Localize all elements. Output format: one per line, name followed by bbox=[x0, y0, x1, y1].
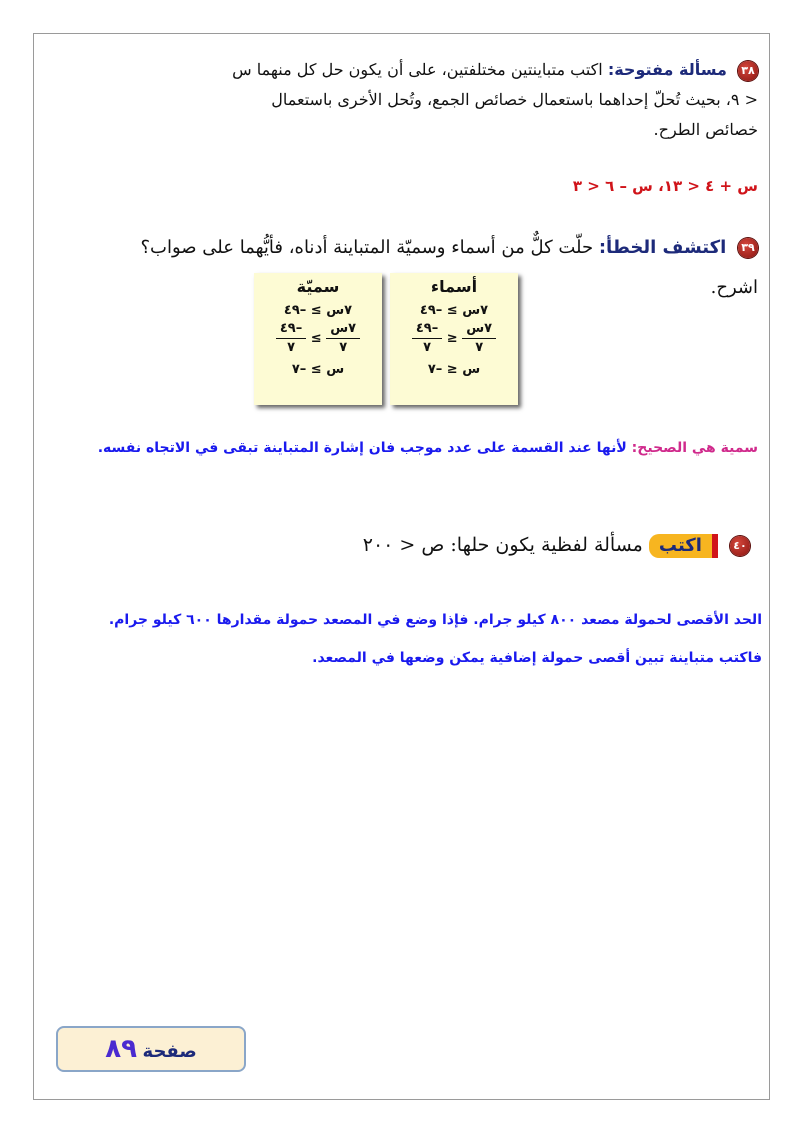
question-text: مسألة لفظية يكون حلها: ص < ٢٠٠ bbox=[362, 534, 643, 556]
card-title: أسماء bbox=[430, 277, 478, 296]
question-keyword: مسألة مفتوحة: bbox=[607, 60, 727, 79]
write-tag: اكتب bbox=[649, 534, 718, 558]
numerator: –٤٩ bbox=[412, 320, 442, 339]
question-number-badge: ٤٠ bbox=[730, 536, 750, 556]
question-40-answer-line-1: الحد الأقصى لحمولة مصعد ٨٠٠ كيلو جرام. فإذا وضع في المصعد حمولة مقدارها ٦٠٠ كيلو جرام. bbox=[108, 612, 762, 628]
question-40 bbox=[363, 530, 750, 560]
question-39-answer bbox=[98, 440, 758, 456]
step-1: ٧س ≥ –٤٩ bbox=[283, 303, 353, 318]
question-number-badge: ٣٨ bbox=[738, 61, 758, 81]
asmaa-solution-card bbox=[390, 273, 518, 405]
step-1: ٧س ≥ –٤٩ bbox=[419, 303, 489, 318]
question-38 bbox=[218, 55, 758, 145]
question-40-answer-line-2: فاكتب متباينة تبين أقصى حمولة إضافية يمكن وضعها في المصعد. bbox=[312, 650, 762, 666]
question-38-answer: س + ٤ < ١٣، س – ٦ < ٣ bbox=[572, 177, 758, 195]
answer-text: لأنها عند القسمة على عدد موجب فان إشارة المتباينة تبقى في الاتجاه نفسه. bbox=[97, 440, 627, 456]
operator: ≥ bbox=[310, 331, 322, 346]
numerator: ٧س bbox=[326, 320, 360, 339]
question-text: حلّت كلٌّ من أسماء وسميّة المتباينة أدناه، فأيُّهما على صواب؟ اشرح. bbox=[140, 237, 758, 298]
numerator: ٧س bbox=[462, 320, 496, 339]
step-3: س ≥ –٧ bbox=[291, 362, 345, 377]
step-2 bbox=[254, 320, 382, 357]
denominator: ٧ bbox=[339, 340, 348, 355]
denominator: ٧ bbox=[423, 340, 432, 355]
denominator: ٧ bbox=[287, 340, 296, 355]
page-label: صفحة bbox=[142, 1041, 197, 1062]
step-2 bbox=[390, 320, 518, 357]
answer-label: سمية هي الصحيح: bbox=[631, 440, 758, 456]
step-3: س ≤ –٧ bbox=[427, 362, 481, 377]
page-number-badge bbox=[56, 1026, 246, 1072]
card-title: سميّة bbox=[296, 277, 340, 296]
question-text: اكتب متباينتين مختلفتين، على أن يكون حل كل منهما س < ٩، بحيث تُحلّ إحداهما باستعمال خصائص الجمع، وتُحل الأخرى باستعمال خصائص الطرح. bbox=[232, 60, 758, 139]
operator: ≤ bbox=[446, 331, 458, 346]
question-number-badge: ٣٩ bbox=[738, 238, 758, 258]
numerator: –٤٩ bbox=[276, 320, 306, 339]
page-number: ٨٩ bbox=[105, 1034, 137, 1064]
denominator: ٧ bbox=[475, 340, 484, 355]
question-keyword: اكتشف الخطأ: bbox=[598, 237, 727, 258]
sumaya-solution-card bbox=[254, 273, 382, 405]
